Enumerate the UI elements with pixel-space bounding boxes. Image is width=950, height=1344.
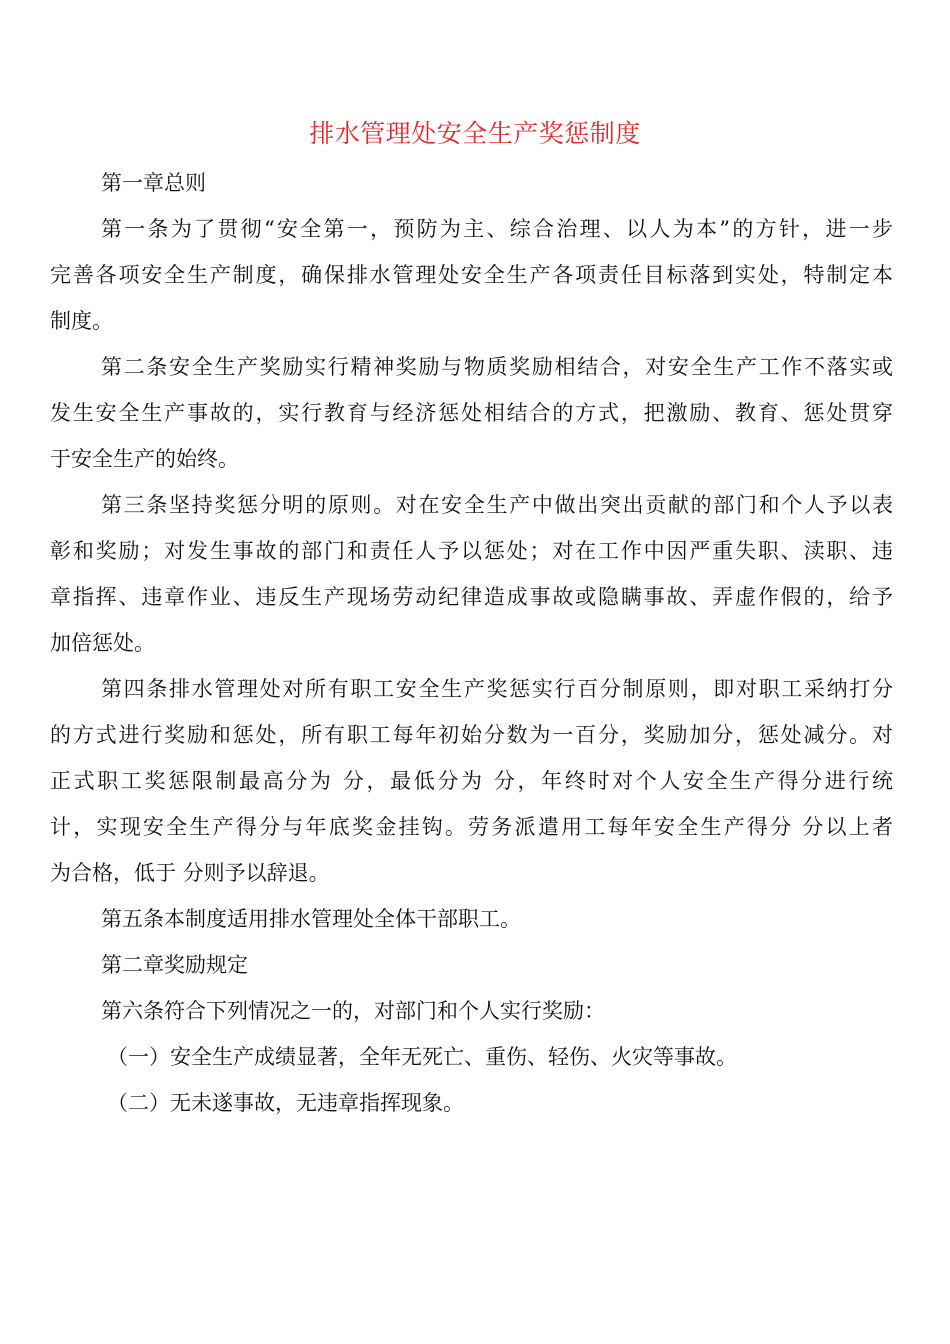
document-title: 排水管理处安全生产奖惩制度 bbox=[309, 119, 641, 148]
article-4-line-3: 正式职工奖惩限制最高分为 分，最低分为 分，年终时对个人安全生产得分进行统 bbox=[50, 769, 893, 793]
article-6-line-1: 第六条符合下列情况之一的，对部门和个人实行奖励： bbox=[101, 999, 605, 1023]
article-6-item-2: （二）无未遂事故，无违章指挥现象。 bbox=[107, 1091, 464, 1115]
chapter-heading-1: 第一章总则 bbox=[101, 171, 206, 195]
article-4-line-2: 的方式进行奖励和惩处，所有职工每年初始分数为一百分，奖励加分，惩处减分。对 bbox=[50, 723, 893, 747]
article-3-line-1: 第三条坚持奖惩分明的原则。对在安全生产中做出突出贡献的部门和个人予以表 bbox=[101, 493, 893, 517]
article-3-line-3: 章指挥、违章作业、违反生产现场劳动纪律造成事故或隐瞒事故、弄虚作假的，给予 bbox=[50, 585, 893, 609]
article-1-line-3: 制度。 bbox=[50, 309, 113, 333]
article-2-line-1: 第二条安全生产奖励实行精神奖励与物质奖励相结合，对安全生产工作不落实或 bbox=[101, 355, 893, 379]
article-4-line-5: 为合格，低于 分则予以辞退。 bbox=[50, 861, 330, 885]
article-2-line-2: 发生安全生产事故的，实行教育与经济惩处相结合的方式，把激励、教育、惩处贯穿 bbox=[50, 401, 893, 425]
chapter-heading-2: 第二章奖励规定 bbox=[101, 953, 248, 977]
article-4-line-1: 第四条排水管理处对所有职工安全生产奖惩实行百分制原则，即对职工采纳打分 bbox=[101, 677, 893, 701]
article-1-line-1: 第一条为了贯彻“安全第一，预防为主、综合治理、以人为本”的方针，进一步 bbox=[101, 217, 893, 241]
article-3-line-4: 加倍惩处。 bbox=[50, 631, 155, 655]
article-5-line-1: 第五条本制度适用排水管理处全体干部职工。 bbox=[101, 907, 521, 931]
article-6-item-1: （一）安全生产成绩显著，全年无死亡、重伤、轻伤、火灾等事故。 bbox=[107, 1045, 737, 1069]
article-4-line-4: 计，实现安全生产得分与年底奖金挂钩。劳务派遣用工每年安全生产得分 分以上者 bbox=[50, 815, 893, 839]
article-2-line-3: 于安全生产的始终。 bbox=[50, 447, 239, 471]
article-1-line-2: 完善各项安全生产制度，确保排水管理处安全生产各项责任目标落到实处，特制定本 bbox=[50, 263, 893, 287]
article-3-line-2: 彰和奖励；对发生事故的部门和责任人予以惩处；对在工作中因严重失职、渎职、违 bbox=[50, 539, 893, 563]
